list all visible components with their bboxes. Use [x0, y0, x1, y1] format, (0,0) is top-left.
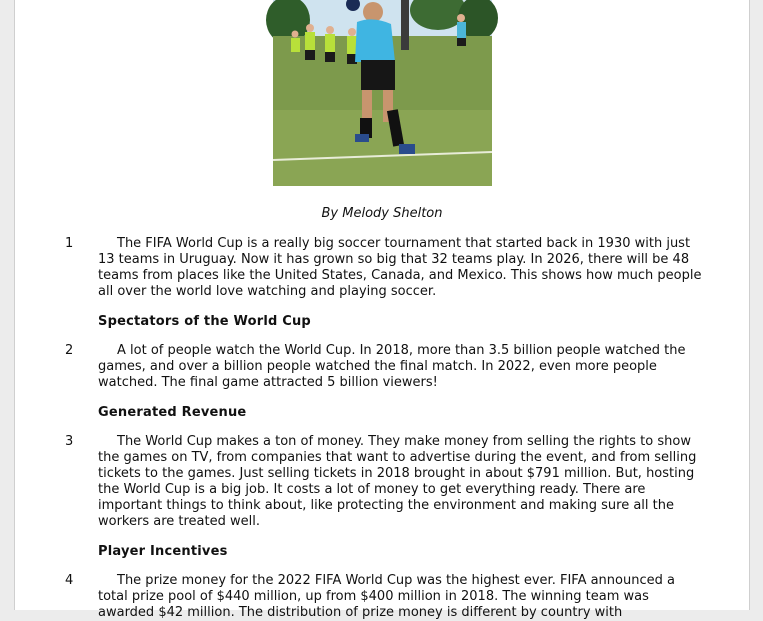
paragraph-number: 3 — [65, 434, 74, 449]
paragraph-2 — [65, 343, 703, 391]
article-byline: By Melody Shelton — [321, 206, 443, 221]
paragraph-1 — [65, 236, 703, 300]
section-heading-player-incentives: Player Incentives — [98, 544, 228, 559]
paragraph-text: The prize money for the 2022 FIFA World Cup was the highest ever. FIFA announced a total prize pool of $440 million, up from $400 million in 2018. The winning team was awarded $42 million. The distribution of prize money is different by country with — [98, 573, 675, 620]
section-heading-spectators: Spectators of the World Cup — [98, 314, 311, 329]
paragraph-4 — [65, 573, 703, 621]
paragraph-number: 1 — [65, 236, 74, 251]
paragraph-text: The FIFA World Cup is a really big soccer tournament that started back in 1930 with just 13 teams in Uruguay. Now it has grown so big that 32 teams play. In 2026, there will be 48 teams from places like the United States, Canada, and Mexico. This shows how much people all over the world love watching and playing soccer. — [98, 236, 702, 299]
paragraph-text: The World Cup makes a ton of money. They make money from selling the rights to show the games on TV, from companies that want to advertise during the event, and from selling tickets to the games. Just selling tickets in 2018 brought in about $791 million. But, hosting the World Cup is a big job. It costs a lot of money to get everything ready. There are important things to think about, like protecting the environment and making sure all the workers are treated well. — [98, 434, 697, 529]
paragraph-text: A lot of people watch the World Cup. In 2018, more than 3.5 billion people watched the games, and over a billion people watched the final match. In 2022, even more people watched. The final game attracted 5 billion viewers! — [98, 343, 686, 390]
paragraph-number: 2 — [65, 343, 74, 358]
article-page — [14, 0, 750, 620]
soccer-photo — [273, 0, 492, 186]
section-heading-revenue: Generated Revenue — [98, 405, 247, 420]
soccer-photo-graphic — [273, 0, 492, 186]
paragraph-number: 4 — [65, 573, 74, 588]
paragraph-3 — [65, 434, 703, 530]
